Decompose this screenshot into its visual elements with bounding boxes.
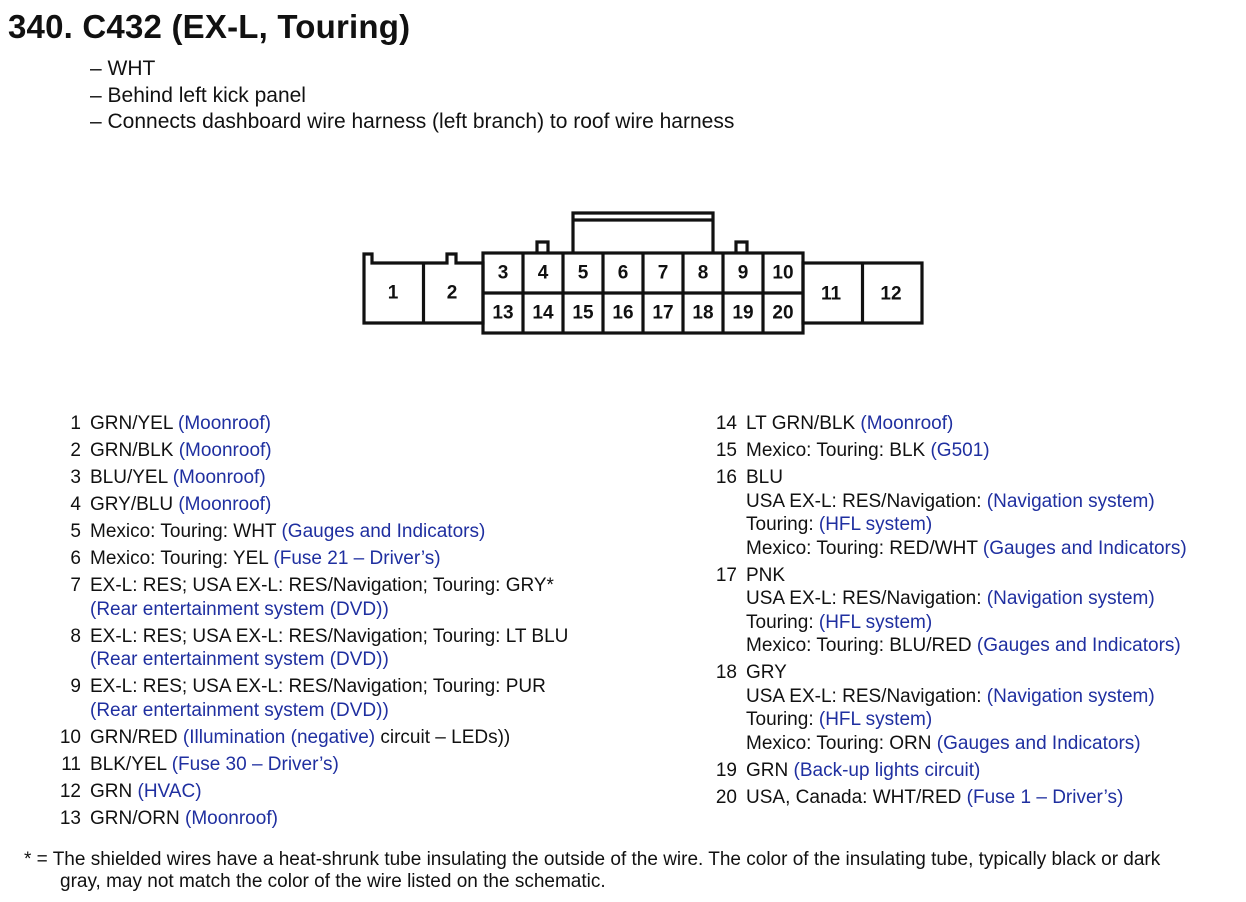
circuit-reference: (Gauges and Indicators) [281, 521, 486, 542]
cavity-7-label: 7 [657, 262, 669, 284]
note-location: – Behind left kick panel [90, 83, 306, 107]
wire-description: BLU [746, 467, 783, 488]
circuit-reference: (HFL system) [818, 611, 933, 633]
wire-description: GRN/RED [90, 726, 183, 748]
wire-description: Touring: [746, 514, 819, 535]
pin-line [746, 634, 1187, 658]
pin-line [746, 490, 1187, 514]
cavity-2-label: 2 [446, 282, 458, 304]
circuit-reference: (Navigation system) [986, 588, 1155, 609]
pin-line [90, 439, 568, 463]
pin-number: 8 [70, 625, 81, 647]
cavity-20-label: 20 [772, 302, 794, 324]
wire-description: circuit – LEDs)) [375, 726, 511, 748]
cavity-6-label: 6 [617, 262, 629, 284]
pin-entry-4 [50, 493, 568, 517]
circuit-reference: (Moonroof) [860, 413, 954, 434]
pin-line [90, 598, 568, 622]
circuit-reference: (Moonroof) [185, 807, 278, 829]
wire-description: LT GRN/BLK [746, 413, 861, 434]
pin-line [90, 574, 568, 598]
wire-description: USA EX-L: RES/Navigation: [746, 588, 987, 609]
pin-entry-11 [50, 753, 568, 777]
pin-entry-2 [50, 439, 568, 463]
cavity-13-label: 13 [492, 302, 514, 324]
pin-line [90, 412, 568, 436]
wire-description: GRN [746, 759, 794, 781]
cavity-11-label: 11 [820, 283, 842, 305]
circuit-reference: (Gauges and Indicators) [936, 732, 1141, 754]
pin-line [746, 759, 1187, 783]
wire-description: GRN [90, 780, 138, 802]
circuit-reference: (Navigation system) [986, 685, 1155, 707]
pin-line [90, 675, 568, 699]
pin-number: 18 [715, 662, 737, 683]
cavity-8-label: 8 [697, 262, 709, 284]
circuit-reference: (Rear entertainment system (DVD)) [90, 699, 389, 721]
cavity-18-label: 18 [692, 302, 714, 324]
cavity-12-label: 12 [880, 283, 902, 305]
circuit-reference: (Moonroof) [178, 494, 272, 515]
pin-number: 15 [715, 440, 737, 461]
pin-number: 19 [715, 759, 737, 781]
pin-line [90, 466, 568, 490]
footnote-line-1: * = The shielded wires have a heat-shrunk tube insulating the outside of the wire. The color of the insulating tube, typically black or dark [24, 849, 1161, 870]
cavity-1-label: 1 [387, 282, 399, 304]
pin-line [90, 726, 568, 750]
pin-number: 13 [59, 807, 81, 829]
pin-number: 11 [61, 753, 81, 775]
pin-number: 10 [59, 726, 81, 748]
pin-line [746, 466, 1187, 490]
pin-line [746, 732, 1187, 756]
pin-line [90, 520, 568, 544]
cavity-19-label: 19 [732, 302, 754, 324]
note-connection: – Connects dashboard wire harness (left branch) to roof wire harness [90, 110, 735, 133]
wire-description: PNK [746, 564, 786, 586]
circuit-reference: (Fuse 1 – Driver’s) [966, 786, 1124, 808]
pin-number: 7 [70, 575, 81, 596]
wire-description: BLU/YEL [90, 467, 173, 488]
cavity-4-label: 4 [537, 262, 549, 284]
cavity-10-label: 10 [772, 262, 794, 284]
footnote-line-2: gray, may not match the color of the wire listed on the schematic. [60, 871, 606, 892]
pin-line [746, 439, 1187, 463]
pin-entry-3 [50, 466, 568, 490]
circuit-reference: (Moonroof) [178, 413, 271, 434]
pin-line [90, 493, 568, 517]
pin-number: 12 [59, 780, 81, 802]
wire-description: EX-L: RES; USA EX-L: RES/Navigation; Touring: LT BLU [90, 625, 569, 647]
pin-entry-1 [50, 412, 568, 436]
pin-number: 2 [70, 440, 81, 461]
pin-number: 3 [70, 467, 81, 488]
pin-line [746, 564, 1187, 588]
pin-line [90, 648, 568, 672]
pin-entry-6 [50, 547, 568, 571]
pin-line [746, 611, 1187, 635]
pin-line [90, 780, 568, 804]
wire-description: EX-L: RES; USA EX-L: RES/Navigation; Touring: PUR [90, 676, 546, 697]
wire-description: Mexico: Touring: BLU/RED [746, 635, 977, 656]
cavity-14-label: 14 [532, 302, 554, 324]
pin-line [746, 786, 1187, 810]
pin-line [746, 513, 1187, 537]
circuit-reference: (Fuse 30 – Driver’s) [171, 753, 339, 775]
circuit-reference: (Gauges and Indicators) [982, 537, 1187, 559]
wire-description: GRN/ORN [90, 807, 185, 829]
pin-list-left [50, 412, 568, 830]
circuit-reference: (Fuse 21 – Driver’s) [273, 548, 441, 569]
pin-line [746, 708, 1187, 732]
pin-line [90, 807, 568, 831]
pin-entry-19 [706, 759, 1187, 783]
circuit-reference: (Navigation system) [986, 490, 1155, 512]
pin-line [746, 412, 1187, 436]
cavity-15-label: 15 [572, 302, 594, 324]
note-color: – WHT [90, 57, 156, 80]
locking-tab-4 [537, 242, 548, 253]
wire-description: Mexico: Touring: RED/WHT [746, 537, 983, 559]
pin-line [90, 699, 568, 723]
cavity-17-label: 17 [652, 302, 674, 324]
circuit-reference: (Rear entertainment system (DVD)) [90, 598, 389, 620]
pin-line [90, 625, 568, 649]
pin-entry-10 [50, 726, 568, 750]
wire-description: GRY/BLU [90, 494, 179, 515]
pin-entry-17 [706, 564, 1187, 658]
circuit-reference: (Rear entertainment system (DVD)) [90, 649, 389, 670]
pin-number: 14 [715, 413, 737, 434]
pin-line [746, 661, 1187, 685]
wire-description: GRN/YEL [90, 413, 178, 434]
circuit-reference: (Moonroof) [172, 467, 266, 488]
wire-description: USA EX-L: RES/Navigation: [746, 685, 987, 707]
pin-entry-20 [706, 786, 1187, 810]
circuit-reference: (HFL system) [818, 709, 933, 730]
wire-description: USA, Canada: WHT/RED [746, 786, 967, 808]
pin-entry-16 [706, 466, 1187, 560]
page-title: 340. C432 (EX-L, Touring) [8, 8, 411, 45]
wire-description: Mexico: Touring: ORN [746, 732, 937, 754]
pin-entry-12 [50, 780, 568, 804]
pin-number: 16 [715, 467, 737, 488]
circuit-reference: (HFL system) [818, 514, 933, 535]
pin-list-right [706, 412, 1187, 809]
wire-description: GRN/BLK [90, 440, 179, 461]
pin-line [90, 547, 568, 571]
pin-line [90, 753, 568, 777]
pin-entry-5 [50, 520, 568, 544]
circuit-reference: (HVAC) [137, 780, 202, 802]
circuit-reference: (Illumination (negative) [182, 726, 376, 748]
wire-description: GRY [746, 662, 787, 683]
circuit-reference: (Moonroof) [178, 440, 272, 461]
pin-number: 9 [70, 676, 81, 697]
wire-description: Touring: [746, 709, 819, 730]
wire-description: Mexico: Touring: WHT [90, 521, 282, 542]
pin-entry-9 [50, 675, 568, 722]
circuit-reference: (G501) [930, 440, 990, 461]
pin-entry-7 [50, 574, 568, 621]
pin-entry-18 [706, 661, 1187, 755]
connector-diagram [0, 0, 1246, 400]
footnote [24, 849, 1239, 893]
pin-line [746, 685, 1187, 709]
wire-description: BLK/YEL [90, 753, 172, 775]
cavity-5-label: 5 [577, 262, 589, 284]
pin-number: 4 [70, 494, 81, 515]
circuit-reference: (Back-up lights circuit) [793, 759, 981, 781]
wire-description: EX-L: RES; USA EX-L: RES/Navigation; Touring: GRY* [90, 575, 554, 596]
pin-entry-14 [706, 412, 1187, 436]
pin-entry-8 [50, 625, 568, 672]
locking-tab-9 [736, 242, 747, 253]
wire-description: USA EX-L: RES/Navigation: [746, 490, 987, 512]
pin-number: 1 [70, 413, 81, 434]
pin-number: 5 [70, 521, 81, 542]
pin-entry-13 [50, 807, 568, 831]
wire-description: Mexico: Touring: YEL [90, 548, 274, 569]
cavity-16-label: 16 [612, 302, 634, 324]
pin-number: 6 [70, 548, 81, 569]
pin-entry-15 [706, 439, 1187, 463]
pin-line [746, 587, 1187, 611]
cavity-3-label: 3 [497, 262, 509, 284]
pin-number: 20 [715, 786, 737, 808]
pin-number: 17 [715, 564, 737, 586]
circuit-reference: (Gauges and Indicators) [976, 635, 1181, 656]
cavity-9-label: 9 [737, 262, 749, 284]
wire-description: Mexico: Touring: BLK [746, 440, 931, 461]
pin-line [746, 537, 1187, 561]
wire-description: Touring: [746, 611, 819, 633]
